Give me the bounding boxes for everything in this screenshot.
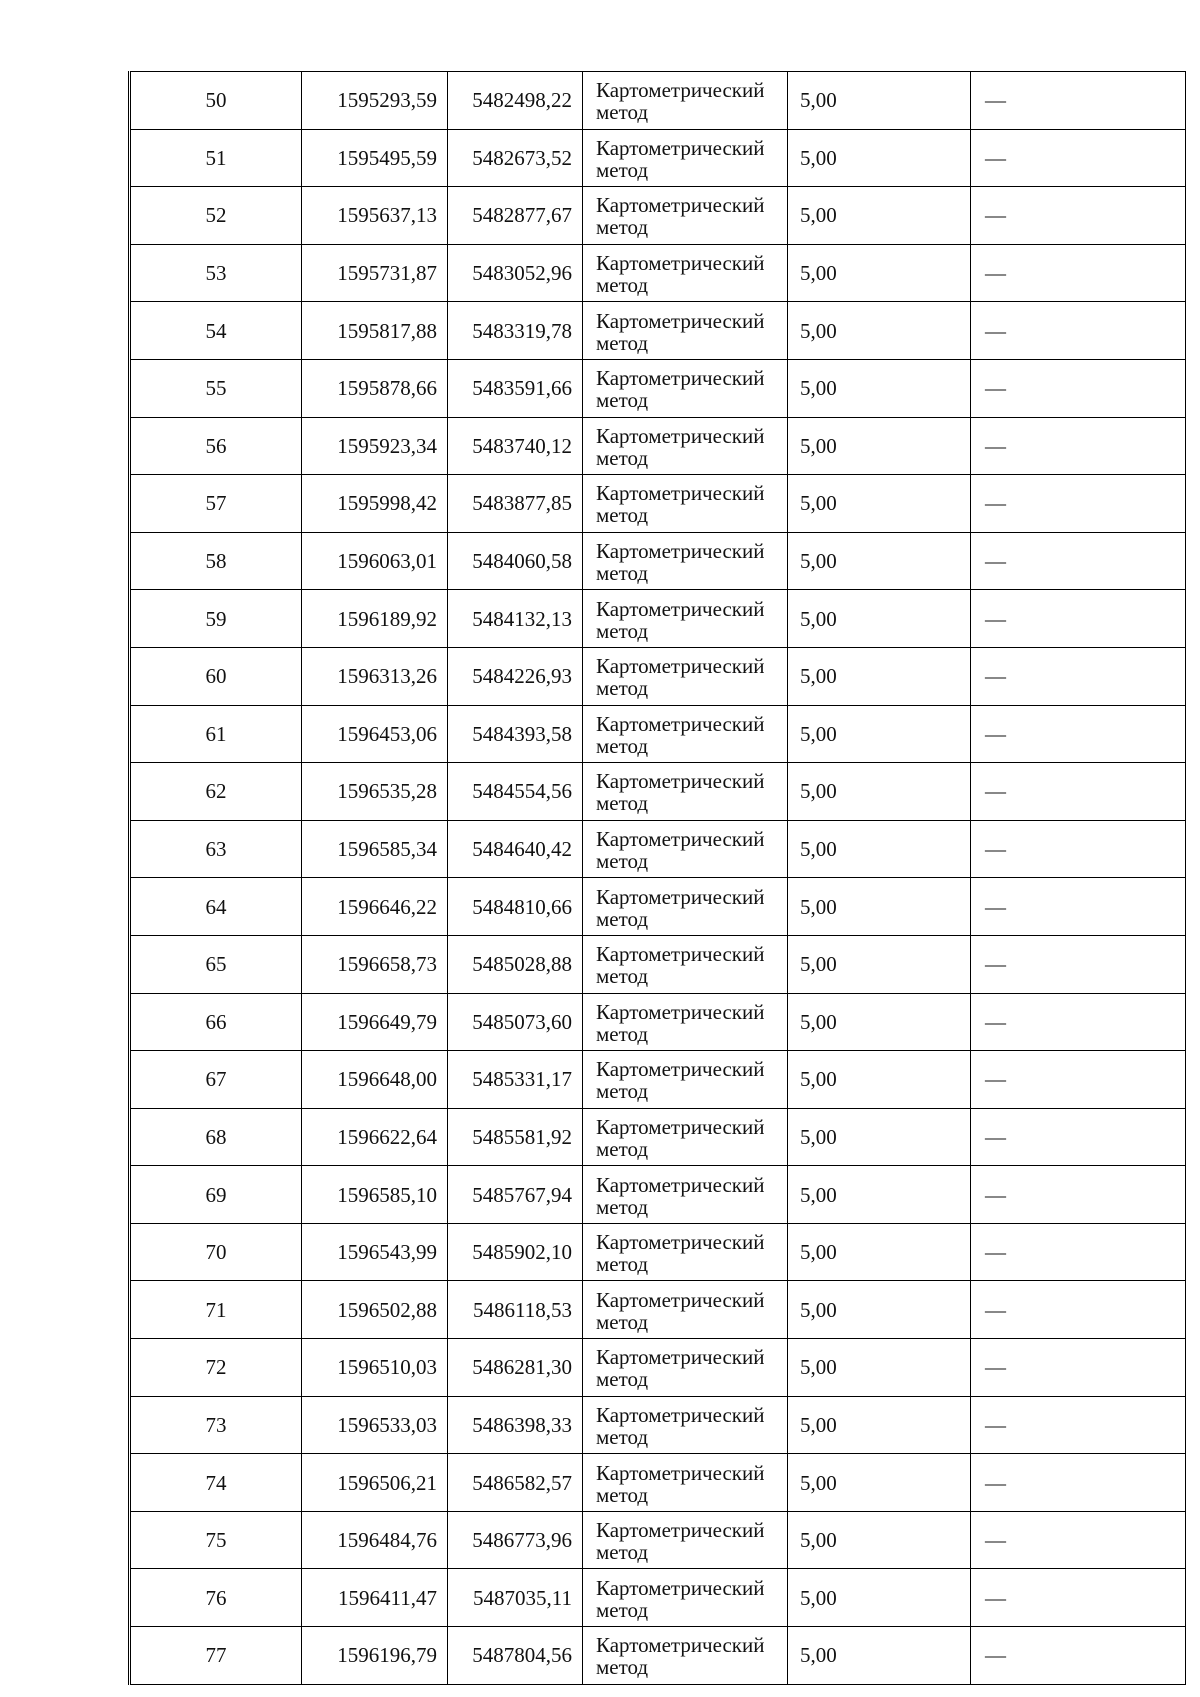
method-cell xyxy=(583,1569,788,1627)
method-line-1: Картометрический xyxy=(596,1172,765,1197)
method-line-1: Картометрический xyxy=(596,1575,765,1600)
coordinate-x-cell: 1595817,88 xyxy=(302,302,448,360)
description-cell: — xyxy=(971,1396,1186,1454)
accuracy-cell: 5,00 xyxy=(788,244,971,302)
method-line-1: Картометрический xyxy=(596,308,765,333)
description-cell: — xyxy=(971,1454,1186,1512)
table-row xyxy=(130,993,1186,1051)
coordinate-y-cell: 5483740,12 xyxy=(448,417,583,475)
method-line-2: метод xyxy=(596,561,649,586)
coordinate-y-cell: 5482877,67 xyxy=(448,187,583,245)
method-cell xyxy=(583,1051,788,1109)
point-number-cell: 58 xyxy=(130,532,302,590)
method-line-1: Картометрический xyxy=(596,1287,765,1312)
table-row xyxy=(130,1108,1186,1166)
coordinate-y-cell: 5485767,94 xyxy=(448,1166,583,1224)
table-row xyxy=(130,417,1186,475)
coordinate-x-cell: 1595998,42 xyxy=(302,475,448,533)
coordinate-x-cell: 1596533,03 xyxy=(302,1396,448,1454)
description-cell: — xyxy=(971,244,1186,302)
description-cell: — xyxy=(971,417,1186,475)
point-number-cell: 54 xyxy=(130,302,302,360)
table-row xyxy=(130,1627,1186,1685)
point-number-cell: 57 xyxy=(130,475,302,533)
accuracy-cell: 5,00 xyxy=(788,1569,971,1627)
accuracy-cell: 5,00 xyxy=(788,993,971,1051)
method-line-1: Картометрический xyxy=(596,1460,765,1485)
coordinate-x-cell: 1596648,00 xyxy=(302,1051,448,1109)
coordinate-y-cell: 5485902,10 xyxy=(448,1223,583,1281)
description-cell: — xyxy=(971,1339,1186,1397)
method-line-1: Картометрический xyxy=(596,481,765,506)
point-number-cell: 53 xyxy=(130,244,302,302)
coordinate-x-cell: 1596506,21 xyxy=(302,1454,448,1512)
method-cell xyxy=(583,590,788,648)
coordinate-x-cell: 1595878,66 xyxy=(302,359,448,417)
description-cell: — xyxy=(971,1281,1186,1339)
method-line-2: метод xyxy=(596,964,649,989)
description-cell: — xyxy=(971,1627,1186,1685)
method-cell xyxy=(583,1396,788,1454)
description-cell: — xyxy=(971,1108,1186,1166)
coordinate-y-cell: 5485331,17 xyxy=(448,1051,583,1109)
method-line-2: метод xyxy=(596,1136,649,1161)
method-cell xyxy=(583,302,788,360)
accuracy-cell: 5,00 xyxy=(788,1511,971,1569)
method-line-1: Картометрический xyxy=(596,1633,765,1658)
accuracy-cell: 5,00 xyxy=(788,1627,971,1685)
method-line-2: метод xyxy=(596,215,649,240)
method-line-2: метод xyxy=(596,1597,649,1622)
method-cell xyxy=(583,993,788,1051)
method-cell xyxy=(583,705,788,763)
coordinate-y-cell: 5483052,96 xyxy=(448,244,583,302)
method-cell xyxy=(583,1454,788,1512)
coordinate-x-cell: 1596510,03 xyxy=(302,1339,448,1397)
coordinate-x-cell: 1596502,88 xyxy=(302,1281,448,1339)
coordinates-table-body xyxy=(130,72,1186,1685)
point-number-cell: 74 xyxy=(130,1454,302,1512)
coordinate-y-cell: 5483591,66 xyxy=(448,359,583,417)
coordinate-y-cell: 5483877,85 xyxy=(448,475,583,533)
accuracy-cell: 5,00 xyxy=(788,72,971,130)
method-cell xyxy=(583,1223,788,1281)
table-row xyxy=(130,129,1186,187)
accuracy-cell: 5,00 xyxy=(788,532,971,590)
table-row xyxy=(130,1339,1186,1397)
description-cell: — xyxy=(971,590,1186,648)
accuracy-cell: 5,00 xyxy=(788,1108,971,1166)
point-number-cell: 63 xyxy=(130,820,302,878)
description-cell: — xyxy=(971,359,1186,417)
point-number-cell: 72 xyxy=(130,1339,302,1397)
description-cell: — xyxy=(971,1051,1186,1109)
coordinate-y-cell: 5484554,56 xyxy=(448,763,583,821)
table-row xyxy=(130,590,1186,648)
method-cell xyxy=(583,763,788,821)
accuracy-cell: 5,00 xyxy=(788,187,971,245)
method-line-1: Картометрический xyxy=(596,711,765,736)
accuracy-cell: 5,00 xyxy=(788,1051,971,1109)
method-line-2: метод xyxy=(596,1252,649,1277)
accuracy-cell: 5,00 xyxy=(788,1166,971,1224)
table-row xyxy=(130,1223,1186,1281)
coordinate-x-cell: 1595731,87 xyxy=(302,244,448,302)
method-line-1: Картометрический xyxy=(596,1114,765,1139)
table-row xyxy=(130,1281,1186,1339)
method-line-1: Картометрический xyxy=(596,1345,765,1370)
method-line-2: метод xyxy=(596,1021,649,1046)
method-cell xyxy=(583,1339,788,1397)
coordinate-x-cell: 1596196,79 xyxy=(302,1627,448,1685)
method-line-2: метод xyxy=(596,1655,649,1680)
point-number-cell: 60 xyxy=(130,647,302,705)
description-cell: — xyxy=(971,1511,1186,1569)
coordinate-x-cell: 1596063,01 xyxy=(302,532,448,590)
method-line-1: Картометрический xyxy=(596,1518,765,1543)
method-line-1: Картометрический xyxy=(596,942,765,967)
method-line-1: Картометрический xyxy=(596,135,765,160)
point-number-cell: 77 xyxy=(130,1627,302,1685)
description-cell: — xyxy=(971,1166,1186,1224)
table-row xyxy=(130,187,1186,245)
accuracy-cell: 5,00 xyxy=(788,820,971,878)
accuracy-cell: 5,00 xyxy=(788,1396,971,1454)
coordinate-x-cell: 1595637,13 xyxy=(302,187,448,245)
accuracy-cell: 5,00 xyxy=(788,590,971,648)
accuracy-cell: 5,00 xyxy=(788,705,971,763)
method-line-1: Картометрический xyxy=(596,251,765,276)
point-number-cell: 50 xyxy=(130,72,302,130)
point-number-cell: 52 xyxy=(130,187,302,245)
description-cell: — xyxy=(971,1223,1186,1281)
coordinate-y-cell: 5484060,58 xyxy=(448,532,583,590)
method-line-2: метод xyxy=(596,1194,649,1219)
method-line-1: Картометрический xyxy=(596,78,765,103)
coordinate-y-cell: 5486118,53 xyxy=(448,1281,583,1339)
table-row xyxy=(130,302,1186,360)
accuracy-cell: 5,00 xyxy=(788,935,971,993)
accuracy-cell: 5,00 xyxy=(788,1281,971,1339)
point-number-cell: 64 xyxy=(130,878,302,936)
coordinate-x-cell: 1596622,64 xyxy=(302,1108,448,1166)
accuracy-cell: 5,00 xyxy=(788,417,971,475)
method-line-2: метод xyxy=(596,273,649,298)
method-line-2: метод xyxy=(596,791,649,816)
coordinate-y-cell: 5486582,57 xyxy=(448,1454,583,1512)
method-cell xyxy=(583,1511,788,1569)
point-number-cell: 61 xyxy=(130,705,302,763)
method-line-1: Картометрический xyxy=(596,1402,765,1427)
point-number-cell: 69 xyxy=(130,1166,302,1224)
point-number-cell: 70 xyxy=(130,1223,302,1281)
description-cell: — xyxy=(971,878,1186,936)
method-line-1: Картометрический xyxy=(596,423,765,448)
coordinate-y-cell: 5482673,52 xyxy=(448,129,583,187)
method-cell xyxy=(583,359,788,417)
coordinate-y-cell: 5487804,56 xyxy=(448,1627,583,1685)
point-number-cell: 66 xyxy=(130,993,302,1051)
method-cell xyxy=(583,244,788,302)
description-cell: — xyxy=(971,532,1186,590)
method-cell xyxy=(583,187,788,245)
table-row xyxy=(130,244,1186,302)
coordinate-y-cell: 5484640,42 xyxy=(448,820,583,878)
accuracy-cell: 5,00 xyxy=(788,1339,971,1397)
accuracy-cell: 5,00 xyxy=(788,475,971,533)
method-cell xyxy=(583,935,788,993)
method-cell xyxy=(583,532,788,590)
description-cell: — xyxy=(971,475,1186,533)
coordinate-x-cell: 1596411,47 xyxy=(302,1569,448,1627)
point-number-cell: 75 xyxy=(130,1511,302,1569)
accuracy-cell: 5,00 xyxy=(788,878,971,936)
point-number-cell: 76 xyxy=(130,1569,302,1627)
description-cell: — xyxy=(971,72,1186,130)
coordinate-x-cell: 1596535,28 xyxy=(302,763,448,821)
accuracy-cell: 5,00 xyxy=(788,763,971,821)
method-line-2: метод xyxy=(596,1424,649,1449)
method-line-2: метод xyxy=(596,1540,649,1565)
accuracy-cell: 5,00 xyxy=(788,1454,971,1512)
method-line-1: Картометрический xyxy=(596,539,765,563)
coordinate-y-cell: 5484132,13 xyxy=(448,590,583,648)
method-line-1: Картометрический xyxy=(596,596,765,621)
method-line-2: метод xyxy=(596,503,649,528)
method-line-2: метод xyxy=(596,445,649,470)
point-number-cell: 67 xyxy=(130,1051,302,1109)
method-line-2: метод xyxy=(596,1309,649,1334)
method-cell xyxy=(583,1166,788,1224)
method-cell xyxy=(583,1281,788,1339)
method-line-1: Картометрический xyxy=(596,1057,765,1082)
description-cell: — xyxy=(971,187,1186,245)
accuracy-cell: 5,00 xyxy=(788,359,971,417)
table-row xyxy=(130,1454,1186,1512)
coordinate-y-cell: 5484810,66 xyxy=(448,878,583,936)
method-line-1: Картометрический xyxy=(596,1230,765,1255)
coordinate-y-cell: 5485028,88 xyxy=(448,935,583,993)
coordinates-table xyxy=(128,71,1186,1685)
method-cell xyxy=(583,1627,788,1685)
coordinate-x-cell: 1596484,76 xyxy=(302,1511,448,1569)
method-line-1: Картометрический xyxy=(596,999,765,1024)
coordinate-y-cell: 5484226,93 xyxy=(448,647,583,705)
coordinate-x-cell: 1596585,34 xyxy=(302,820,448,878)
point-number-cell: 56 xyxy=(130,417,302,475)
method-line-2: метод xyxy=(596,618,649,643)
table-row xyxy=(130,1396,1186,1454)
method-line-2: метод xyxy=(596,849,649,874)
coordinate-x-cell: 1595923,34 xyxy=(302,417,448,475)
coordinate-x-cell: 1596585,10 xyxy=(302,1166,448,1224)
method-cell xyxy=(583,647,788,705)
table-row xyxy=(130,647,1186,705)
accuracy-cell: 5,00 xyxy=(788,302,971,360)
coordinate-y-cell: 5482498,22 xyxy=(448,72,583,130)
method-line-2: метод xyxy=(596,733,649,758)
method-line-2: метод xyxy=(596,330,649,355)
point-number-cell: 73 xyxy=(130,1396,302,1454)
method-cell xyxy=(583,1108,788,1166)
description-cell: — xyxy=(971,302,1186,360)
description-cell: — xyxy=(971,647,1186,705)
coordinate-x-cell: 1596543,99 xyxy=(302,1223,448,1281)
method-line-2: метод xyxy=(596,1079,649,1104)
coordinate-y-cell: 5484393,58 xyxy=(448,705,583,763)
method-line-1: Картометрический xyxy=(596,769,765,794)
point-number-cell: 71 xyxy=(130,1281,302,1339)
description-cell: — xyxy=(971,1569,1186,1627)
method-line-2: метод xyxy=(596,388,649,413)
coordinate-x-cell: 1596313,26 xyxy=(302,647,448,705)
table-row xyxy=(130,820,1186,878)
description-cell: — xyxy=(971,129,1186,187)
coordinate-y-cell: 5486281,30 xyxy=(448,1339,583,1397)
method-cell xyxy=(583,475,788,533)
coordinate-y-cell: 5487035,11 xyxy=(448,1569,583,1627)
point-number-cell: 62 xyxy=(130,763,302,821)
method-cell xyxy=(583,72,788,130)
point-number-cell: 51 xyxy=(130,129,302,187)
method-cell xyxy=(583,417,788,475)
table-row xyxy=(130,935,1186,993)
method-line-2: метод xyxy=(596,157,649,182)
method-line-1: Картометрический xyxy=(596,193,765,218)
table-row xyxy=(130,878,1186,936)
method-cell xyxy=(583,129,788,187)
coordinate-x-cell: 1595293,59 xyxy=(302,72,448,130)
table-row xyxy=(130,1569,1186,1627)
table-row xyxy=(130,1166,1186,1224)
coordinate-x-cell: 1596453,06 xyxy=(302,705,448,763)
coordinate-y-cell: 5486773,96 xyxy=(448,1511,583,1569)
description-cell: — xyxy=(971,705,1186,763)
accuracy-cell: 5,00 xyxy=(788,647,971,705)
point-number-cell: 65 xyxy=(130,935,302,993)
coordinate-y-cell: 5486398,33 xyxy=(448,1396,583,1454)
method-line-1: Картометрический xyxy=(596,366,765,391)
coordinate-x-cell: 1596189,92 xyxy=(302,590,448,648)
table-row xyxy=(130,475,1186,533)
description-cell: — xyxy=(971,993,1186,1051)
description-cell: — xyxy=(971,763,1186,821)
method-line-1: Картометрический xyxy=(596,654,765,679)
method-cell xyxy=(583,820,788,878)
coordinate-y-cell: 5483319,78 xyxy=(448,302,583,360)
description-cell: — xyxy=(971,935,1186,993)
table-row xyxy=(130,72,1186,130)
method-cell xyxy=(583,878,788,936)
coordinate-x-cell: 1596649,79 xyxy=(302,993,448,1051)
coordinate-x-cell: 1595495,59 xyxy=(302,129,448,187)
method-line-1: Картометрический xyxy=(596,826,765,851)
point-number-cell: 59 xyxy=(130,590,302,648)
description-cell: — xyxy=(971,820,1186,878)
method-line-2: метод xyxy=(596,906,649,931)
table-row xyxy=(130,359,1186,417)
coordinate-y-cell: 5485581,92 xyxy=(448,1108,583,1166)
table-row xyxy=(130,1051,1186,1109)
table-row xyxy=(130,705,1186,763)
point-number-cell: 55 xyxy=(130,359,302,417)
table-row xyxy=(130,1511,1186,1569)
method-line-1: Картометрический xyxy=(596,884,765,909)
method-line-2: метод xyxy=(596,676,649,701)
point-number-cell: 68 xyxy=(130,1108,302,1166)
method-line-2: метод xyxy=(596,1367,649,1392)
coordinate-y-cell: 5485073,60 xyxy=(448,993,583,1051)
method-line-2: метод xyxy=(596,1482,649,1507)
table-row xyxy=(130,763,1186,821)
table-row xyxy=(130,532,1186,590)
coordinate-x-cell: 1596658,73 xyxy=(302,935,448,993)
method-line-2: метод xyxy=(596,100,649,125)
coordinate-x-cell: 1596646,22 xyxy=(302,878,448,936)
accuracy-cell: 5,00 xyxy=(788,129,971,187)
accuracy-cell: 5,00 xyxy=(788,1223,971,1281)
